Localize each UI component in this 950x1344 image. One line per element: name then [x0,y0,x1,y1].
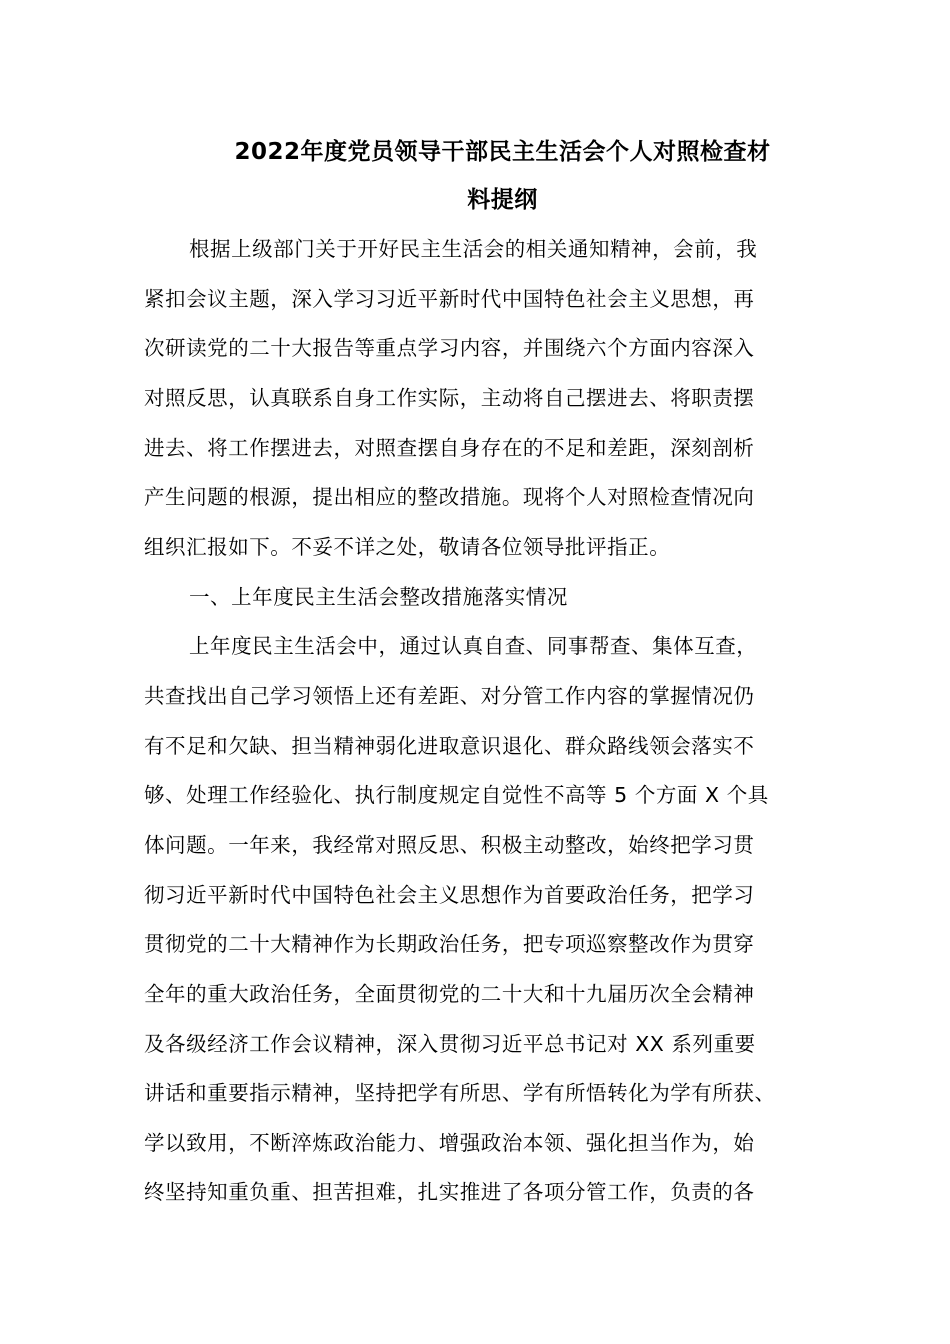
body-text-line: 次研读党的二十大报告等重点学习内容，并围绕六个方面内容深入 [144,336,755,360]
body-text-line: 进去、将工作摆进去，对照查摆自身存在的不足和差距，深刻剖析 [144,436,755,460]
body-text-line: 共查找出自己学习领悟上还有差距、对分管工作内容的掌握情况仍 [144,684,755,708]
body-text-line: 及各级经济工作会议精神，深入贯彻习近平总书记对 XX 系列重要 [144,1032,756,1056]
body-text-line: 产生问题的根源，提出相应的整改措施。现将个人对照检查情况向 [144,485,755,509]
body-text-line: 体问题。一年来，我经常对照反思、积极主动整改，始终把学习贯 [144,833,755,857]
body-text-line: 够、处理工作经验化、执行制度规定自觉性不高等 5 个方面 X 个具 [144,783,769,807]
body-text-line: 彻习近平新时代中国特色社会主义思想作为首要政治任务，把学习 [144,883,755,907]
body-text-line: 上年度民主生活会中，通过认真自查、同事帮查、集体互查， [189,634,758,658]
body-text-line: 对照反思，认真联系自身工作实际，主动将自己摆进去、将职责摆 [144,386,755,410]
body-text-line: 全年的重大政治任务，全面贯彻党的二十大和十九届历次全会精神 [144,982,755,1006]
body-text-line: 讲话和重要指示精神，坚持把学有所思、学有所悟转化为学有所获、 [144,1081,776,1105]
body-text-line: 有不足和欠缺、担当精神弱化进取意识退化、群众路线领会落实不 [144,734,755,758]
document-title-line-2: 料提纲 [467,187,538,213]
body-text-line: 终坚持知重负重、担苦担难，扎实推进了各项分管工作，负责的各 [144,1180,755,1204]
body-text-line: 紧扣会议主题，深入学习习近平新时代中国特色社会主义思想，再 [144,287,755,311]
document-title-line-1: 2022年度党员领导干部民主生活会个人对照检查材 [234,139,771,165]
section-heading: 一、上年度民主生活会整改措施落实情况 [189,585,568,609]
body-text-line: 学以致用，不断淬炼政治能力、增强政治本领、强化担当作为，始 [144,1131,755,1155]
body-text-line: 根据上级部门关于开好民主生活会的相关通知精神，会前，我 [189,237,758,261]
body-text-line: 贯彻党的二十大精神作为长期政治任务，把专项巡察整改作为贯穿 [144,932,755,956]
body-text-line: 组织汇报如下。不妥不详之处，敬请各位领导批评指正。 [144,535,671,559]
